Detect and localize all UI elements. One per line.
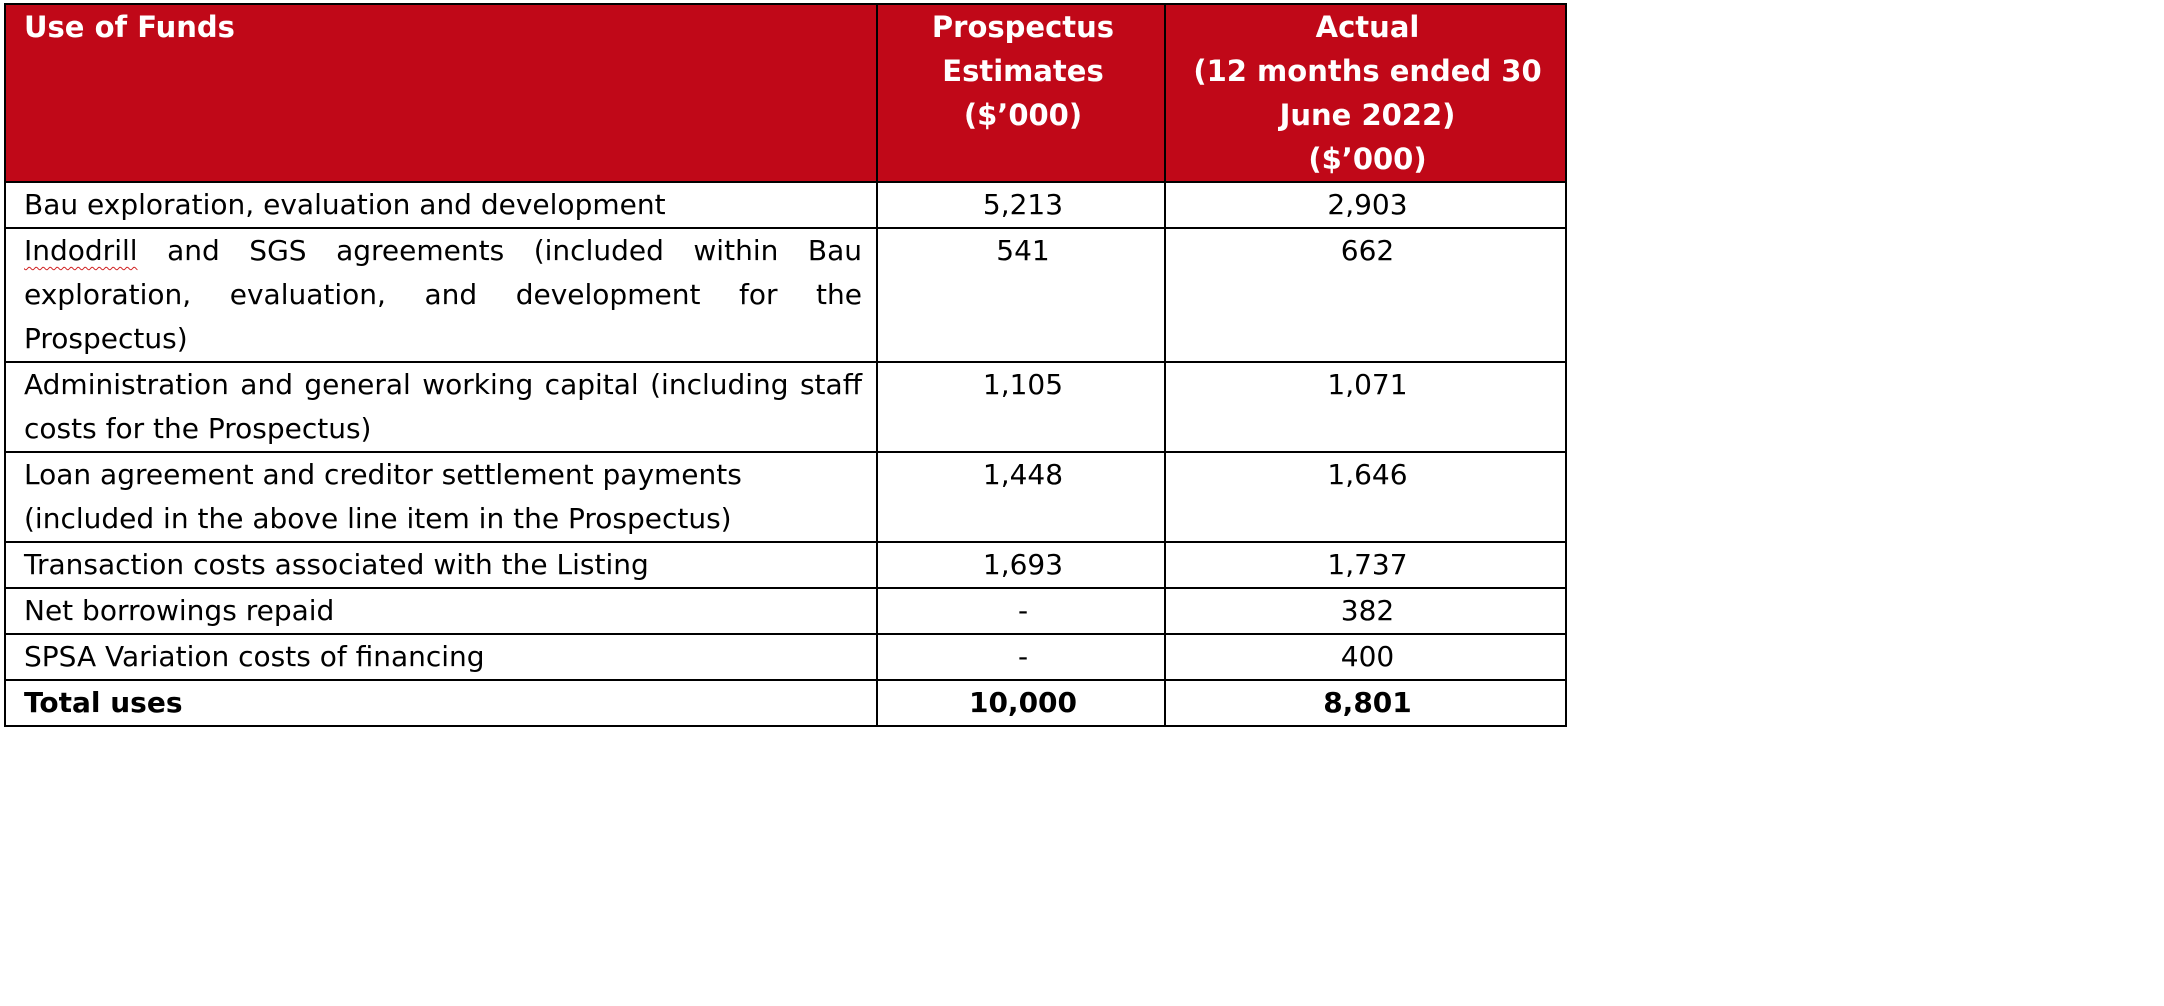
table-row <box>5 182 1566 228</box>
row-actual-cell: 382 <box>1165 588 1566 634</box>
row-prospectus-cell: - <box>877 634 1165 680</box>
table-header <box>5 4 1566 182</box>
row-use-cell: SPSA Variation costs of financing <box>5 634 877 680</box>
header-line: ($’000) <box>963 98 1083 132</box>
row-prospectus-cell: 541 <box>877 228 1165 362</box>
header-line: June 2022) <box>1279 98 1456 132</box>
table-body <box>5 182 1566 726</box>
row-actual-cell: 662 <box>1165 228 1566 362</box>
row-prospectus-cell: 1,693 <box>877 542 1165 588</box>
row-use-cell: Transaction costs associated with the Listing <box>5 542 877 588</box>
row-prospectus-cell: 5,213 <box>877 182 1165 228</box>
row-use-text: and SGS agreements (included within Bau exploration, evaluation, and development for the Prospectus) <box>24 234 862 355</box>
row-use-cell: Bau exploration, evaluation and development <box>5 182 877 228</box>
row-actual-cell: 1,737 <box>1165 542 1566 588</box>
row-actual-cell: 1,071 <box>1165 362 1566 452</box>
row-use-cell: Administration and general working capital (including staff costs for the Prospectus) <box>5 362 877 452</box>
header-line: ($’000) <box>1308 142 1427 176</box>
row-actual-cell: 1,646 <box>1165 452 1566 542</box>
header-prospectus-estimates <box>877 4 1165 182</box>
use-of-funds-table <box>4 3 1567 727</box>
total-use-cell: Total uses <box>5 680 877 726</box>
total-actual-cell: 8,801 <box>1165 680 1566 726</box>
total-prospectus-cell: 10,000 <box>877 680 1165 726</box>
header-line: Prospectus <box>931 10 1115 44</box>
row-use-cell <box>5 228 877 362</box>
spellcheck-word: Indodrill <box>24 234 138 267</box>
table-row <box>5 634 1566 680</box>
row-use-cell: Loan agreement and creditor settlement payments (included in the above line item in the Prospectus) <box>5 452 877 542</box>
table-row <box>5 452 1566 542</box>
header-row <box>5 4 1566 182</box>
table-row <box>5 542 1566 588</box>
header-use-of-funds: Use of Funds <box>5 4 877 182</box>
header-line: (12 months ended 30 <box>1193 54 1542 88</box>
row-prospectus-cell: 1,105 <box>877 362 1165 452</box>
header-line: Actual <box>1315 10 1420 44</box>
header-actual <box>1165 4 1566 182</box>
row-prospectus-cell: - <box>877 588 1165 634</box>
table-row <box>5 362 1566 452</box>
table-row <box>5 588 1566 634</box>
header-line: Estimates <box>942 54 1104 88</box>
total-row <box>5 680 1566 726</box>
row-use-cell: Net borrowings repaid <box>5 588 877 634</box>
row-actual-cell: 2,903 <box>1165 182 1566 228</box>
row-actual-cell: 400 <box>1165 634 1566 680</box>
table-row <box>5 228 1566 362</box>
row-prospectus-cell: 1,448 <box>877 452 1165 542</box>
